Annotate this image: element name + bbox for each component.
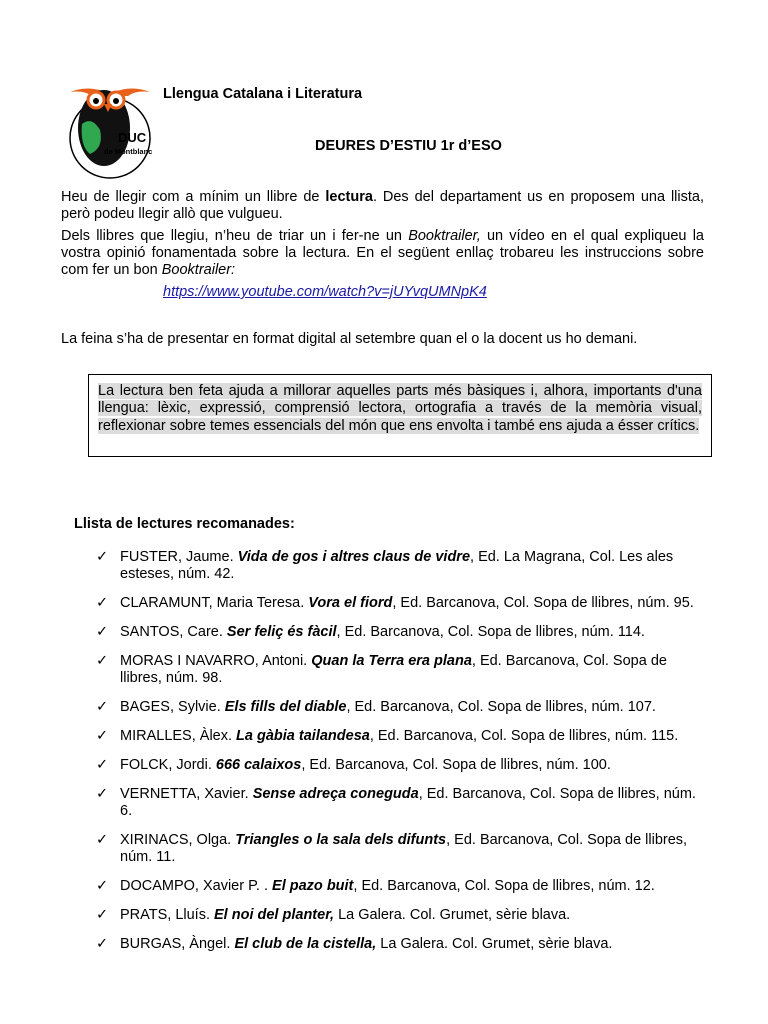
checkmark-icon: ✓ bbox=[96, 653, 109, 669]
list-item bbox=[96, 907, 696, 924]
book-author: MIRALLES, Àlex. bbox=[120, 728, 237, 744]
book-publisher: , Ed. Barcanova, Col. Sopa de llibres, núm. 11. bbox=[120, 832, 688, 865]
book-title: Vida de gos i altres claus de vidre bbox=[237, 549, 471, 565]
submission-note: La feina s’ha de presentar en format digital al setembre quan el o la docent us ho demani. bbox=[61, 331, 638, 347]
book-title: El pazo buit bbox=[272, 878, 354, 894]
book-title: Vora el fiord bbox=[308, 595, 393, 611]
book-publisher: , Ed. Barcanova, Col. Sopa de llibres, núm. 95. bbox=[392, 595, 694, 611]
book-publisher: , Ed. Barcanova, Col. Sopa de llibres, núm. 115. bbox=[369, 728, 679, 744]
list-item bbox=[96, 699, 696, 716]
book-publisher: La Galera. Col. Grumet, sèrie blava. bbox=[334, 907, 571, 923]
owl-icon bbox=[66, 78, 154, 182]
list-item bbox=[96, 595, 696, 612]
list-item bbox=[96, 624, 696, 641]
book-title: El noi del planter, bbox=[214, 907, 335, 923]
checkmark-icon: ✓ bbox=[96, 624, 109, 640]
book-author: PRATS, Lluís. bbox=[120, 907, 215, 923]
link-line bbox=[61, 284, 704, 301]
book-author: VERNETTA, Xavier. bbox=[120, 786, 253, 802]
book-author: DOCAMPO, Xavier P. . bbox=[120, 878, 273, 894]
quote-text bbox=[98, 383, 702, 435]
intro-italic: Booktrailer: bbox=[161, 262, 236, 278]
intro-text: Dels llibres que llegiu, n’heu de triar un i fer-ne un bbox=[61, 228, 409, 244]
book-title: Sense adreça coneguda bbox=[252, 786, 419, 802]
book-author: FUSTER, Jaume. bbox=[120, 549, 238, 565]
checkmark-icon: ✓ bbox=[96, 786, 109, 802]
list-title: Llista de lectures recomanades: bbox=[74, 516, 295, 532]
list-item bbox=[96, 757, 696, 774]
book-publisher: , Ed. Barcanova, Col. Sopa de llibres, núm. 12. bbox=[353, 878, 655, 894]
book-title: 666 calaixos bbox=[215, 757, 302, 773]
intro-italic: Booktrailer, bbox=[408, 228, 481, 244]
checkmark-icon: ✓ bbox=[96, 878, 109, 894]
book-publisher: , Ed. Barcanova, Col. Sopa de llibres, núm. 98. bbox=[120, 653, 667, 686]
subject-heading: Llengua Catalana i Literatura bbox=[163, 86, 363, 102]
checkmark-icon: ✓ bbox=[96, 699, 109, 715]
intro-bold: lectura bbox=[325, 189, 373, 205]
book-publisher: , Ed. Barcanova, Col. Sopa de llibres, núm. 107. bbox=[346, 699, 656, 715]
logo-text-main: DUC bbox=[118, 130, 147, 145]
list-item bbox=[96, 832, 696, 866]
book-publisher: , Ed. Barcanova, Col. Sopa de llibres, núm. 6. bbox=[120, 786, 696, 819]
book-publisher: , Ed. Barcanova, Col. Sopa de llibres, núm. 114. bbox=[336, 624, 645, 640]
book-title: El club de la cistella, bbox=[234, 936, 377, 952]
book-author: BURGAS, Àngel. bbox=[120, 936, 235, 952]
book-list bbox=[96, 549, 696, 965]
book-author: SANTOS, Care. bbox=[120, 624, 227, 640]
checkmark-icon: ✓ bbox=[96, 549, 109, 565]
booktrailer-link[interactable]: https://www.youtube.com/watch?v=jUYvqUMNpK4 bbox=[163, 284, 487, 300]
checkmark-icon: ✓ bbox=[96, 936, 109, 952]
checkmark-icon: ✓ bbox=[96, 728, 109, 744]
list-item bbox=[96, 549, 696, 583]
book-title: La gàbia tailandesa bbox=[236, 728, 370, 744]
list-item bbox=[96, 786, 696, 820]
book-publisher: La Galera. Col. Grumet, sèrie blava. bbox=[376, 936, 613, 952]
page-title: DEURES D’ESTIU 1r d’ESO bbox=[315, 138, 502, 154]
intro-paragraph-1 bbox=[61, 189, 704, 223]
intro-text: un vídeo en el qual expliqueu la vostra opinió fonamentada sobre la lectura. En el següent enllaç trobareu les instruccions sobre com fer un bon bbox=[61, 228, 704, 278]
book-title: Els fills del diable bbox=[224, 699, 347, 715]
quote-box bbox=[88, 374, 712, 457]
intro-section bbox=[61, 189, 704, 306]
book-author: CLARAMUNT, Maria Teresa. bbox=[120, 595, 309, 611]
book-publisher: , Ed. Barcanova, Col. Sopa de llibres, núm. 100. bbox=[301, 757, 611, 773]
list-item bbox=[96, 728, 696, 745]
book-title: Ser feliç és fàcil bbox=[226, 624, 337, 640]
list-item bbox=[96, 878, 696, 895]
intro-text: . Des del departament us en proposem una llista, però podeu llegir allò que vulgueu. bbox=[61, 189, 704, 222]
intro-text: Heu de llegir com a mínim un llibre de bbox=[61, 189, 326, 205]
book-title: Quan la Terra era plana bbox=[311, 653, 472, 669]
checkmark-icon: ✓ bbox=[96, 595, 109, 611]
book-author: FOLCK, Jordi. bbox=[120, 757, 216, 773]
intro-paragraph-2 bbox=[61, 228, 704, 279]
checkmark-icon: ✓ bbox=[96, 907, 109, 923]
book-author: BAGES, Sylvie. bbox=[120, 699, 225, 715]
checkmark-icon: ✓ bbox=[96, 757, 109, 773]
book-publisher: , Ed. La Magrana, Col. Les ales esteses, núm. 42. bbox=[120, 549, 674, 582]
list-item bbox=[96, 936, 696, 953]
school-logo bbox=[66, 78, 154, 182]
book-author: MORAS I NAVARRO, Antoni. bbox=[120, 653, 312, 669]
list-item bbox=[96, 653, 696, 687]
logo-text-sub: de Montblanc bbox=[104, 147, 153, 156]
book-author: XIRINACS, Olga. bbox=[120, 832, 236, 848]
book-title: Triangles o la sala dels difunts bbox=[235, 832, 447, 848]
checkmark-icon: ✓ bbox=[96, 832, 109, 848]
quote-highlight: La lectura ben feta ajuda a millorar aquelles parts més bàsiques i, alhora, importants d'una llengua: lèxic, expressió, comprensió lectora, ortografia a través de la memòria visual, reflexionar sobre temes essencials del món que ens envolta i també ens ajuda a ésser crítics. bbox=[98, 383, 702, 434]
